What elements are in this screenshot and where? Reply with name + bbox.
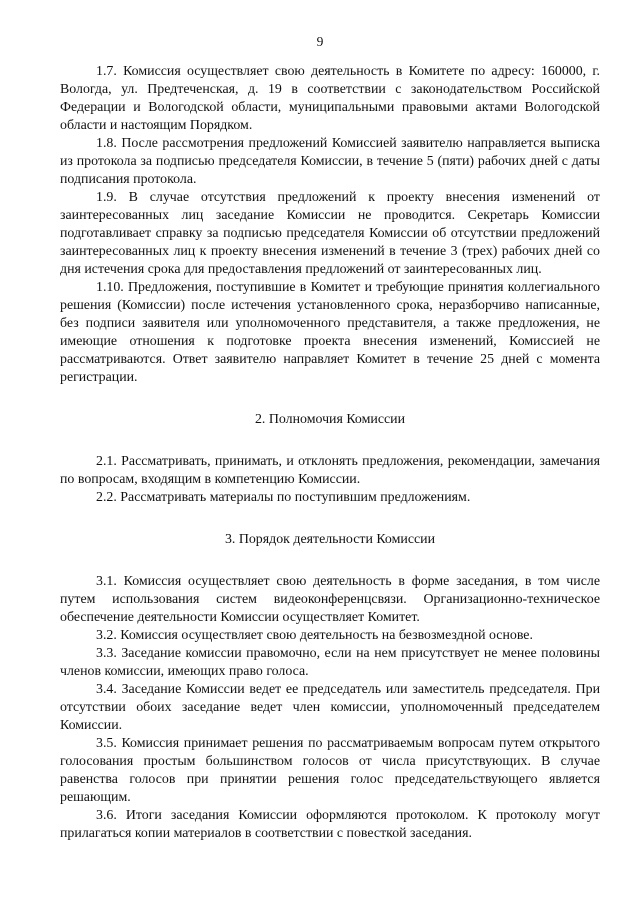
section-2-heading: 2. Полномочия Комиссии <box>254 412 406 427</box>
paragraph-3-5: 3.5. Комиссия принимает решения по рассматриваемым вопросам путем открытого голосования простым большинством голосов от числа присутствующих. В случае равенства голосов при принятии решения голос председательствующего является решающим. <box>60 736 600 805</box>
paragraph-1-7: 1.7. Комиссия осуществляет свою деятельность в Комитете по адресу: 160000, г. Вологда, ул. Предтеченская, д. 19 в соответствии с законодательством Российской Федерации и Вологодской области, муниципальными правовыми актами Вологодской области и настоящим Порядком. <box>60 64 600 133</box>
paragraph-3-2: 3.2. Комиссия осуществляет свою деятельность на безвозмездной основе. <box>96 628 533 643</box>
section-3-heading: 3. Порядок деятельности Комиссии <box>224 532 436 547</box>
paragraph-2-1: 2.1. Рассматривать, принимать, и отклонять предложения, рекомендации, замечания по вопросам, входящим в компетенцию Комиссии. <box>60 454 600 487</box>
paragraph-1-9: 1.9. В случае отсутствия предложений к проекту внесения изменений от заинтересованных лиц заседание Комиссии не проводится. Секретарь Комиссии подготавливает справку за подписью председателя Комиссии об отсутствии предложений заинтересованных лиц к проекту внесения изменений в течение 3 (трех) рабочих дней со дня истечения срока для предоставления предложений от заинтересованных лиц. <box>60 190 600 277</box>
paragraph-2-2: 2.2. Рассматривать материалы по поступившим предложениям. <box>96 490 471 505</box>
paragraph-3-4: 3.4. Заседание Комиссии ведет ее председатель или заместитель председателя. При отсутствии обоих заседание ведет член комиссии, уполномоченный председателем Комиссии. <box>60 682 600 733</box>
paragraph-3-3: 3.3. Заседание комиссии правомочно, если на нем присутствует не менее половины членов комиссии, имеющих право голоса. <box>60 646 600 679</box>
page-number: 9 <box>316 34 324 49</box>
paragraph-1-10: 1.10. Предложения, поступившие в Комитет и требующие принятия коллегиального решения (Комиссии) после истечения установленного срока, неразборчиво написанные, без подписи заявителя или уполномоченного представителя, а также предложения, не имеющие отношения к подготовке проекта внесения изменений, Комиссией не рассматриваются. Ответ заявителю направляет Комитет в течение 25 дней с момента регистрации. <box>60 280 600 385</box>
document-body <box>60 63 600 843</box>
paragraph-3-1: 3.1. Комиссия осуществляет свою деятельность в форме заседания, в том числе путем использования систем видеоконференцсвязи. Организационно-техническое обеспечение деятельности Комиссии осуществляет Комитет. <box>60 574 600 625</box>
paragraph-1-8: 1.8. После рассмотрения предложений Комиссией заявителю направляется выписка из протокола за подписью председателя Комиссии, в течение 5 (пяти) рабочих дней с даты подписания протокола. <box>60 136 600 187</box>
paragraph-3-6: 3.6. Итоги заседания Комиссии оформляются протоколом. К протоколу могут прилагаться копии материалов в соответствии с повесткой заседания. <box>60 808 600 841</box>
